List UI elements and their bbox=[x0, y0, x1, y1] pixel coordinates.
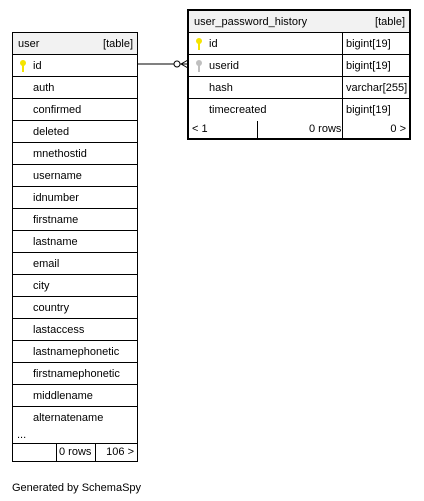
column-type: varchar[255] bbox=[342, 77, 409, 98]
user-password-history-table[interactable] bbox=[187, 9, 411, 140]
column-name: lastname bbox=[33, 236, 78, 248]
history-table-footer bbox=[189, 121, 409, 138]
column-name: id bbox=[209, 38, 218, 50]
column-name: hash bbox=[209, 82, 233, 94]
user-column-row[interactable] bbox=[13, 385, 137, 407]
user-table-kind: [table] bbox=[103, 38, 133, 50]
history-parents-link[interactable]: < 1 bbox=[192, 123, 208, 135]
column-name: city bbox=[33, 280, 50, 292]
history-rows-count: 0 rows bbox=[309, 123, 342, 135]
column-name: timecreated bbox=[209, 104, 267, 116]
primary-key-icon bbox=[19, 60, 27, 72]
user-rows-count: 0 rows bbox=[59, 446, 92, 458]
generated-by-label: Generated by SchemaSpy bbox=[12, 482, 142, 494]
column-name: firstname bbox=[33, 214, 79, 226]
user-table-header[interactable] bbox=[13, 33, 137, 55]
column-name: country bbox=[33, 302, 70, 314]
user-column-row[interactable] bbox=[13, 275, 137, 297]
column-name: username bbox=[33, 170, 82, 182]
column-name: confirmed bbox=[33, 104, 82, 116]
column-type: bigint[19] bbox=[342, 33, 409, 54]
history-table-header[interactable] bbox=[189, 11, 409, 33]
user-more-columns: ... bbox=[13, 429, 137, 444]
user-column-row[interactable] bbox=[13, 209, 137, 231]
column-name: auth bbox=[33, 82, 55, 94]
user-column-row[interactable] bbox=[13, 363, 137, 385]
column-name: middlename bbox=[33, 390, 93, 402]
column-name: email bbox=[33, 258, 60, 270]
user-column-row[interactable] bbox=[13, 253, 137, 275]
user-table-name[interactable]: user bbox=[18, 38, 40, 50]
user-column-row[interactable] bbox=[13, 297, 137, 319]
user-column-row[interactable] bbox=[13, 55, 137, 77]
history-column-row[interactable] bbox=[189, 77, 409, 99]
column-type: bigint[19] bbox=[342, 99, 409, 121]
column-name: id bbox=[33, 60, 42, 72]
user-column-row[interactable] bbox=[13, 407, 137, 429]
user-column-row[interactable] bbox=[13, 341, 137, 363]
column-name: userid bbox=[209, 60, 239, 72]
user-table[interactable] bbox=[12, 32, 138, 462]
zero-optional-marker bbox=[174, 61, 180, 67]
user-column-row[interactable] bbox=[13, 143, 137, 165]
history-table-name[interactable]: user_password_history bbox=[194, 16, 308, 28]
user-column-row[interactable] bbox=[13, 187, 137, 209]
history-children-link[interactable]: 0 > bbox=[390, 123, 406, 135]
user-column-row[interactable] bbox=[13, 99, 137, 121]
column-name: lastaccess bbox=[33, 324, 85, 336]
column-name: alternatename bbox=[33, 412, 104, 424]
user-table-footer bbox=[13, 444, 137, 461]
user-column-row[interactable] bbox=[13, 121, 137, 143]
column-type: bigint[19] bbox=[342, 55, 409, 76]
column-name: firstnamephonetic bbox=[33, 368, 120, 380]
history-column-row[interactable] bbox=[189, 33, 409, 55]
history-table-kind: [table] bbox=[375, 16, 405, 28]
user-children-link[interactable]: 106 > bbox=[106, 446, 134, 458]
history-column-row[interactable] bbox=[189, 55, 409, 77]
history-column-row[interactable] bbox=[189, 99, 409, 121]
user-column-row[interactable] bbox=[13, 319, 137, 341]
column-name: lastnamephonetic bbox=[33, 346, 120, 358]
user-column-row[interactable] bbox=[13, 165, 137, 187]
foreign-key-icon bbox=[195, 60, 203, 72]
user-column-row[interactable] bbox=[13, 231, 137, 253]
primary-key-icon bbox=[195, 38, 203, 50]
column-name: mnethostid bbox=[33, 148, 87, 160]
user-column-row[interactable] bbox=[13, 77, 137, 99]
column-name: idnumber bbox=[33, 192, 79, 204]
column-name: deleted bbox=[33, 126, 70, 138]
